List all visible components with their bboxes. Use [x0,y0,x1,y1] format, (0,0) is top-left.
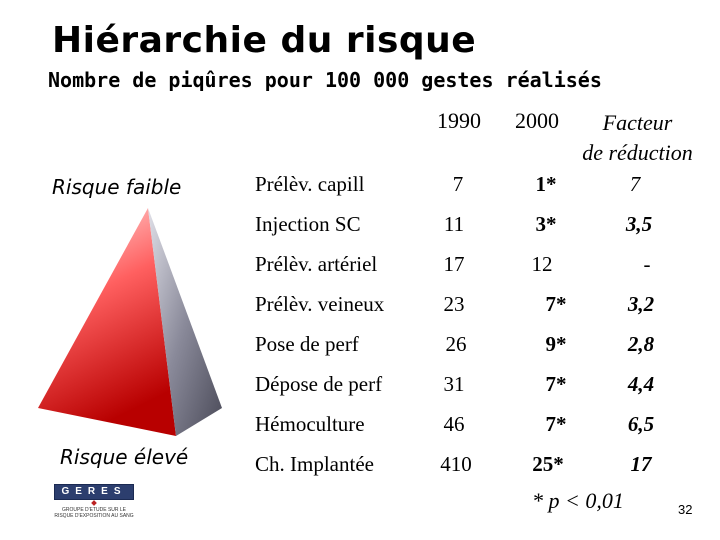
table-row [0,452,720,484]
table-row [0,212,720,244]
procedure-label: Injection SC [255,212,361,236]
logo-wordmark: GERES [54,484,134,500]
reduction-factor: 7 [629,172,641,196]
procedure-label: Prélèv. capill [255,172,365,196]
column-header-1990: 1990 [437,108,481,133]
table-row [0,372,720,404]
value-2000: 7* [545,372,567,396]
geres-logo [54,484,134,519]
procedure-label: Prélèv. artériel [255,252,378,276]
procedure-label: Pose de perf [255,332,359,356]
value-2000: 7* [545,412,567,436]
high-risk-label: Risque élevé [60,445,189,469]
reduction-factor: 2,8 [627,332,655,356]
low-risk-label: Risque faible [52,175,182,199]
table-row [0,252,720,284]
column-header-factor [560,108,715,168]
reduction-factor: - [643,252,651,276]
procedure-label: Hémoculture [255,412,365,436]
factor-header-line2: de réduction [582,140,693,165]
slide-subtitle: Nombre de piqûres pour 100 000 gestes réalisés [48,68,602,92]
procedure-label: Dépose de perf [255,372,383,396]
logo-diamond-icon [91,500,97,506]
table-row [0,172,720,204]
value-1990: 7 [452,172,464,196]
value-1990: 410 [440,452,472,476]
reduction-factor: 3,2 [627,292,655,316]
value-2000: 9* [545,332,567,356]
table-row [0,292,720,324]
value-2000: 1* [535,172,557,196]
factor-header-line1: Facteur [602,110,673,135]
reduction-factor: 17 [630,452,652,476]
table-row [0,332,720,364]
logo-tagline: GROUPE D'ETUDE SUR LE RISQUE D'EXPOSITION AU SANG [54,507,134,519]
significance-footnote: * p < 0,01 [532,488,624,513]
value-2000: 12 [531,252,553,276]
value-1990: 26 [445,332,467,356]
value-2000: 3* [535,212,557,236]
page-number: 32 [678,502,693,517]
reduction-factor: 6,5 [627,412,655,436]
value-1990: 11 [443,212,465,236]
table-row [0,412,720,444]
column-header-2000: 2000 [515,108,559,133]
reduction-factor: 4,4 [627,372,655,396]
value-2000: 7* [545,292,567,316]
reduction-factor: 3,5 [625,212,653,236]
value-2000: 25* [532,452,564,476]
procedure-label: Ch. Implantée [255,452,374,476]
value-1990: 31 [443,372,465,396]
slide-title: Hiérarchie du risque [52,20,477,61]
procedure-label: Prélèv. veineux [255,292,385,316]
value-1990: 46 [443,412,465,436]
value-1990: 23 [443,292,465,316]
value-1990: 17 [443,252,465,276]
